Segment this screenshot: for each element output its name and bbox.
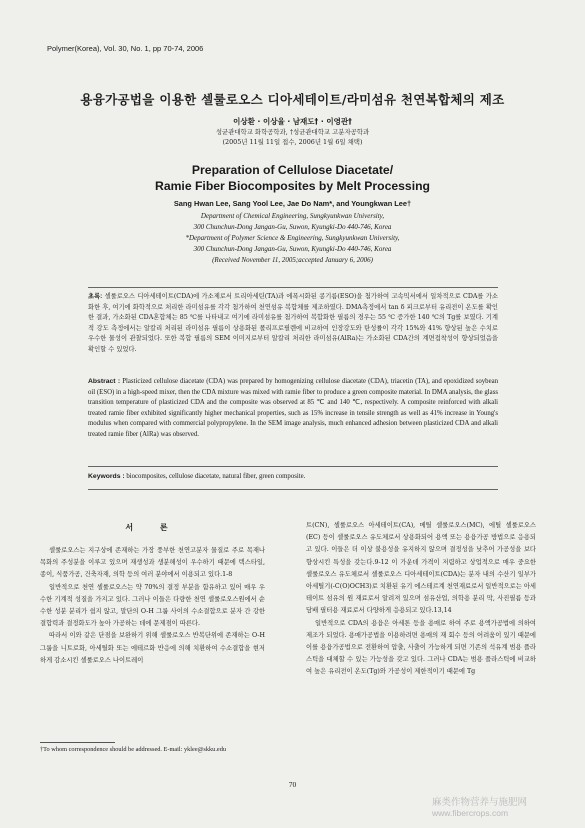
- english-affiliation-4: 300 Chunchun-Dong Jangan-Gu, Suwon, Kyungki-Do 440-746, Korea: [193, 245, 392, 253]
- watermark-line-1: 麻类作物营养与施肥网: [432, 797, 528, 808]
- watermark-line-2: www.fibercrops.com: [432, 808, 509, 818]
- abstract-top-rule: [88, 287, 498, 288]
- english-title-line-1: Preparation of Cellulose Diacetate/: [191, 163, 394, 177]
- korean-received: (2005년 11월 11일 접수, 2006년 1월 6일 채택): [222, 138, 363, 146]
- english-abstract: [88, 377, 498, 441]
- footnote-rule: [40, 742, 115, 743]
- korean-affiliation: 성균관대학교 화학공학과, †성균관대학교 고분자공학과: [215, 128, 370, 136]
- english-affiliation-1: Department of Chemical Engineering, Sungkyunkwan University,: [200, 212, 385, 220]
- english-title-line-2: Ramie Fiber Biocomposites by Melt Processing: [155, 179, 430, 193]
- body-paragraph: 셀룰로오스는 지구상에 존재하는 가장 풍부한 천연고분자 물질로 주로 목재나 목화의 주성분을 이루고 있으며 재생성과 생분해성이 우수하기 때문에 텍스타일, 종이, 식품가공, 건축자재, 의학 등의 여러 분야에서 이용되고 있다.1-8: [40, 547, 265, 579]
- footnote: †To whom correspondence should be addressed. E-mail: yklee@skku.edu: [40, 746, 226, 753]
- english-title: [0, 162, 585, 194]
- body-paragraph: 일반적으로 천연 셀룰로오스는 약 70%의 결정 부분을 함유하고 있어 매우 우수한 기계적 성질을 가지고 있다. 그러나 이들은 다량한 천연 셀룰로오스원에서 순수한 성분 분리가 쉽지 않고, 말단의 O-H 그룹 사이의 수소결합으로 분자 간 강한 결합력과 결정화도가 높아 가공하는 데에 문제점이 따른다.: [40, 583, 265, 628]
- english-affiliation-block: [0, 211, 585, 266]
- korean-affiliation-block: [0, 127, 585, 147]
- english-affiliation-3: *Department of Polymer Science & Engineering, Sungkyunkwan University,: [185, 234, 400, 242]
- korean-abstract-label: 초록:: [88, 293, 103, 300]
- keywords-label: Keywords :: [88, 473, 125, 480]
- keywords-bottom-rule: [88, 489, 498, 490]
- keywords-top-rule: [88, 466, 498, 467]
- watermark: [432, 797, 527, 819]
- english-authors: Sang Hwan Lee, Sang Yool Lee, Jae Do Nam*, and Youngkwan Lee†: [173, 199, 412, 208]
- english-affiliation-2: 300 Chunchun-Dong Jangan-Gu, Suwon, Kyungki-Do 440-746, Korea: [193, 223, 392, 231]
- korean-abstract: [88, 292, 498, 356]
- journal-citation: Polymer(Korea), Vol. 30, No. 1, pp 70-74, 2006: [47, 44, 204, 53]
- english-abstract-text: Plasticized cellulose diacetate (CDA) was prepared by homogenizing cellulose diacetate (CDA), triacetin (TA), and epoxidized soybean oil (ESO) in a high-speed mixer, then the CDA mixture was mixed with ramie fiber to produce a green composite material. In DMA analysis, the glass transition temperature of plasticized CDA and the composite was observed at 85 ℃ and 140 ℃, respectively. A composite reinforced with alkali treated ramie fiber exhibited significantly higher mechanical properties, such as 15% increase in tensile strength as well as 41% increase in Young's modulus when compared with commercial polypropylene. In the SEM image analysis, much enhanced adhesion between plasticized CDA and alkali treated ramie fiber (AlRa) was observed.: [88, 378, 498, 438]
- body-paragraph: 따라서 이와 같은 단점을 보완하기 위해 셀룰로오스 반복단위에 존재하는 O-H 그룹을 니트로화, 아세틸화 또는 에테르화 반응에 의해 치환하여 수소결합을 현저하게 감소시킨 셀룰로오스 나이트레이: [40, 632, 265, 664]
- korean-authors: 이상환 · 이상율 · 남재도† · 이영관†: [233, 117, 352, 126]
- english-abstract-label: Abstract :: [88, 378, 121, 385]
- section-title-introduction: 서 론: [125, 523, 180, 532]
- body-column-right: [306, 520, 536, 679]
- body-column-left: [40, 545, 265, 667]
- korean-title: 용융가공법을 이용한 셀룰로오스 디아세테이트/라미섬유 천연복합체의 제조: [80, 92, 505, 107]
- english-received: (Received November 11, 2005;accepted January 6, 2006): [212, 256, 373, 264]
- korean-abstract-text: 셀룰로오스 디아세테이트(CDA)에 가소제로서 트리아세틴(TA)과 에폭시화된 콩기름(ESO)을 첨가하여 고속믹서에서 일차적으로 CDA를 가소화한 후, 여기에 화학적으로 처리한 라미섬유를 각각 첨가하여 천연섬유 복합체를 제조하였다. DMA측정에서 tan δ 피크로부터 유리전이 온도를 확인한 결과, 가소화된 CDA혼합체는 85 ℃를 나타내고 여기에 라미섬유를 첨가하여 복합화한 필름의 경우는 55 ℃ 증가한 140 ℃의 Tg를 보였다. 기계적 강도 측정에서는 알칼리 처리된 라미섬유 필름이 상용화된 폴리프로필렌에 비교하여 인장강도와 탄성률이 각각 15%와 41% 향상된 높은 수치로 우수한 물성이 관찰되었다. 또한 복합 필름의 SEM 이미지로부터 알칼리 처리한 라미섬유(AlRa)는 가소화된 CDA간의 계면접착성이 향상되었음을 확인할 수 있었다.: [88, 293, 498, 353]
- keywords: [88, 473, 498, 480]
- body-paragraph: 트(CN), 셀룰로오스 아세테이트(CA), 메틸 셀룰로오스(MC), 에틸 셀룰로오스(EC) 등이 셀룰로오스 유도체로서 상용화되어 용액 또는 용융가공 방법으로 응용되고 있다. 이들은 더 이상 불용성을 유지하지 않으며 결정성을 낮추어 가공성을 보다 향상시킨 특성을 갖는다.9-12 이 가운데 가격이 저렴하고 상업적으로 매우 중요한 셀룰로오스 유도체로서 셀룰로오스 디아세테이트(CDA)는 분자 내의 수산기 일부가 아세틸기(-C(O)OCH3)로 치환된 유기 에스테르계 천연재료로서 일반적으로는 아세테이트 섬유의 원 재료로서 알려져 있으며 섬유산업, 의학용 분리 막, 사진필름 등과 담배 필터용 재료로서 다양하게 응용되고 있다.13,14: [306, 522, 536, 615]
- body-paragraph: 일반적으로 CDA의 용융은 아세톤 등을 용매로 하여 주로 용액가공법에 의하여 제조가 되었다. 용매가공법을 이용하려면 용매의 재 회수 등의 어려움이 있기 때문에 이를 용융가공법으로 전환하여 압출, 사출이 가능하게 되면 기존의 석유계 범용 플라스틱을 대체할 수 있는 가능성을 갖고 있다. 그러나 CDA는 범용 플라스틱에 비교하여 높은 유리전이 온도(Tg)와 가공성이 제한적이기 때문에 Tg: [306, 619, 536, 676]
- page-number: 70: [288, 780, 297, 789]
- keywords-text: biocomposites, cellulose diacetate, natural fiber, green composite.: [126, 473, 306, 480]
